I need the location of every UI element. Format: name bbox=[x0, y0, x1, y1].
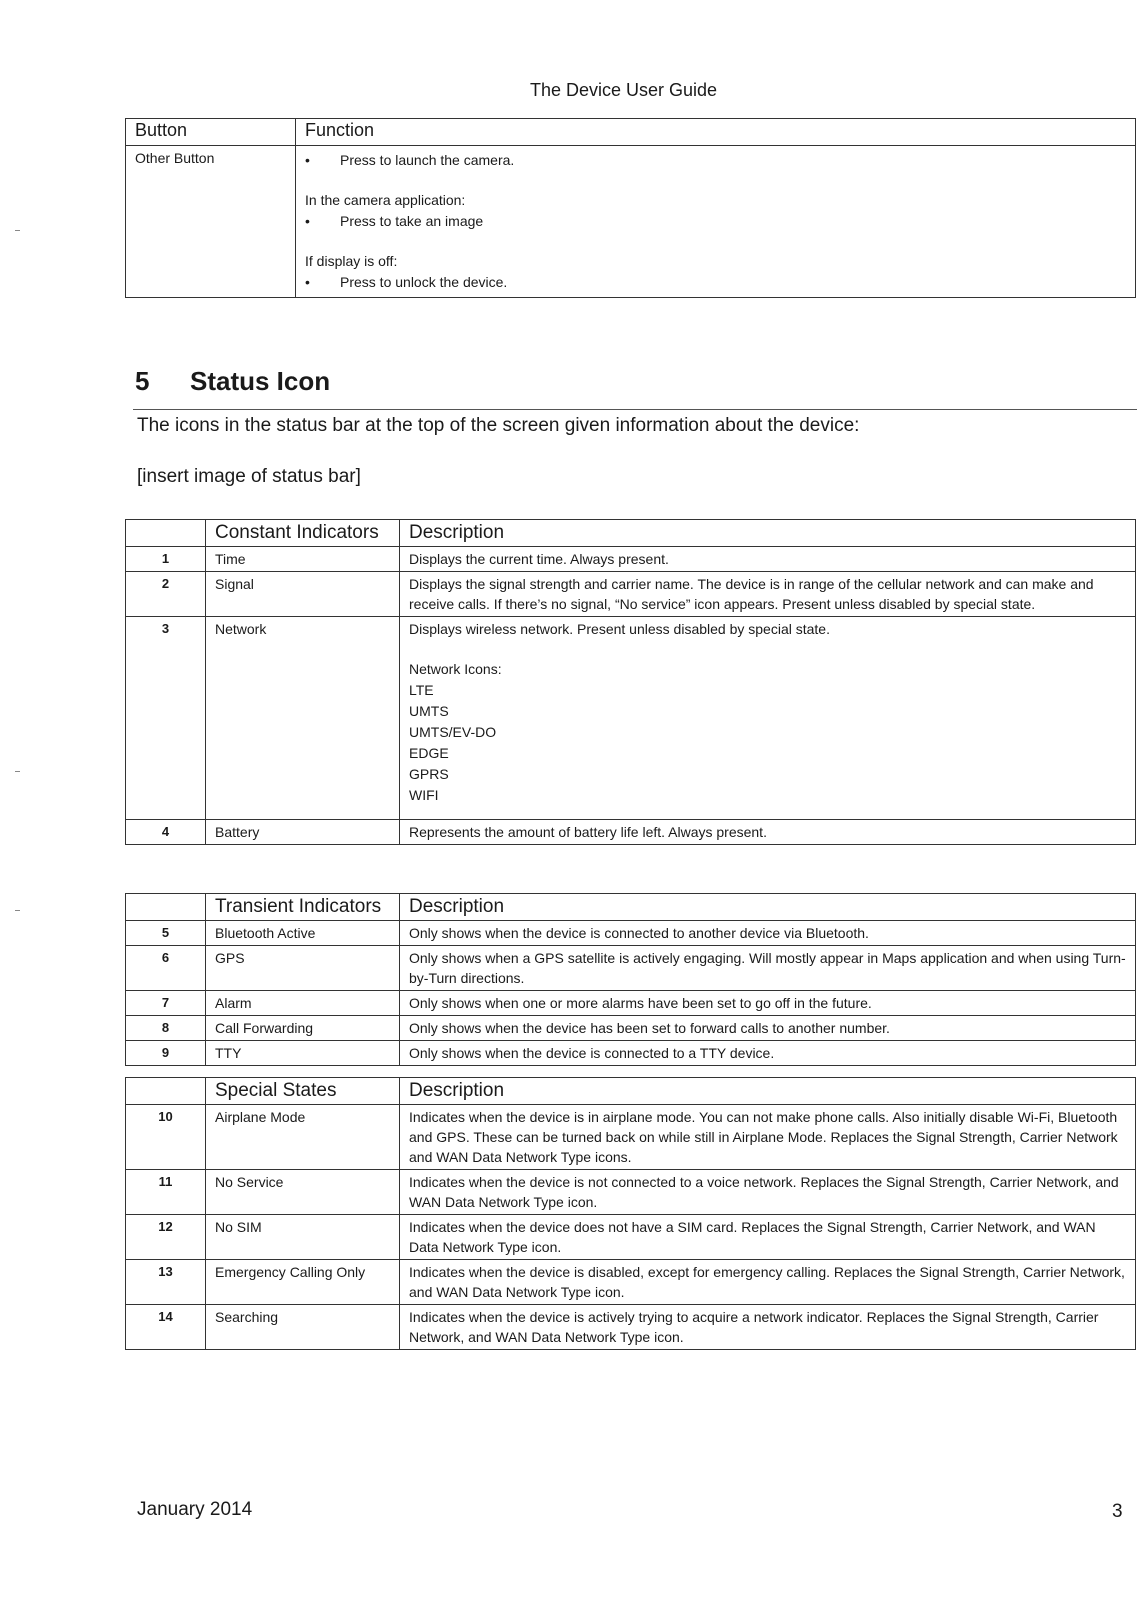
button-function-table bbox=[125, 118, 1136, 298]
state-description: Indicates when the device is actively trying to acquire a network indicator. Replaces the Signal Strength, Carrier Network, and WAN Data Network Type icon. bbox=[400, 1305, 1136, 1350]
table-row bbox=[126, 547, 1136, 572]
function-cell bbox=[296, 146, 1136, 298]
row-number: 2 bbox=[126, 572, 206, 617]
bullet-icon: • bbox=[305, 213, 310, 229]
network-icon-item: GPRS bbox=[409, 766, 449, 782]
row-number: 7 bbox=[126, 991, 206, 1016]
state-description: Indicates when the device is not connected to a voice network. Replaces the Signal Strength, Carrier Network, and WAN Data Network Type icon. bbox=[400, 1170, 1136, 1215]
indicator-description: Represents the amount of battery life left. Always present. bbox=[400, 820, 1136, 845]
table-row bbox=[126, 1170, 1136, 1215]
section-intro: The icons in the status bar at the top of the screen given information about the device: bbox=[137, 415, 860, 436]
section-heading bbox=[135, 366, 330, 397]
row-number: 11 bbox=[126, 1170, 206, 1215]
transient-indicators-table bbox=[125, 893, 1136, 1066]
indicator-name: GPS bbox=[206, 946, 400, 991]
state-name: No Service bbox=[206, 1170, 400, 1215]
row-number: 5 bbox=[126, 921, 206, 946]
table-row bbox=[126, 921, 1136, 946]
state-description: Indicates when the device is in airplane mode. You can not make phone calls. Also initially disable Wi-Fi, Bluetooth and GPS. These can be turned back on while still in Airplane Mode. Replaces the Signal Strength, Carrier Network and WAN Data Network Type icons. bbox=[400, 1105, 1136, 1170]
column-header-description: Description bbox=[400, 1078, 1136, 1105]
table-row bbox=[126, 146, 1136, 298]
network-icon-item: UMTS bbox=[409, 703, 449, 719]
network-icons-label: Network Icons: bbox=[409, 661, 502, 677]
column-header-description: Description bbox=[400, 894, 1136, 921]
column-header-description: Description bbox=[400, 520, 1136, 547]
image-placeholder-text: [insert image of status bar] bbox=[137, 466, 361, 487]
table-row bbox=[126, 572, 1136, 617]
table-row bbox=[126, 1016, 1136, 1041]
indicator-description: Displays the current time. Always present. bbox=[400, 547, 1136, 572]
indicator-name: Alarm bbox=[206, 991, 400, 1016]
row-number: 9 bbox=[126, 1041, 206, 1066]
state-description: Indicates when the device is disabled, except for emergency calling. Replaces the Signal Strength, Carrier Network, and WAN Data Network Type icon. bbox=[400, 1260, 1136, 1305]
state-description: Indicates when the device does not have a SIM card. Replaces the Signal Strength, Carrier Network, and WAN Data Network Type icon. bbox=[400, 1215, 1136, 1260]
indicator-description: Only shows when the device is connected to another device via Bluetooth. bbox=[400, 921, 1136, 946]
bullet-item bbox=[305, 211, 1126, 232]
table-row bbox=[126, 1041, 1136, 1066]
table-header-row bbox=[126, 119, 1136, 146]
row-number: 6 bbox=[126, 946, 206, 991]
row-number: 4 bbox=[126, 820, 206, 845]
table-header-row bbox=[126, 520, 1136, 547]
constant-indicators-table bbox=[125, 519, 1136, 845]
indicator-name: TTY bbox=[206, 1041, 400, 1066]
network-icon-item: LTE bbox=[409, 682, 434, 698]
table-row bbox=[126, 1215, 1136, 1260]
row-number: 10 bbox=[126, 1105, 206, 1170]
bullet-item bbox=[305, 272, 1126, 293]
indicator-description: Only shows when the device is connected to a TTY device. bbox=[400, 1041, 1136, 1066]
state-name: Emergency Calling Only bbox=[206, 1260, 400, 1305]
section-title: Status Icon bbox=[190, 366, 331, 396]
indicator-description: Only shows when a GPS satellite is actively engaging. Will mostly appear in Maps application and when using Turn-by-Turn directions. bbox=[400, 946, 1136, 991]
row-number: 1 bbox=[126, 547, 206, 572]
row-number: 14 bbox=[126, 1305, 206, 1350]
camera-intro-text: In the camera application: bbox=[305, 192, 466, 208]
row-number: 13 bbox=[126, 1260, 206, 1305]
bullet-icon: • bbox=[305, 152, 310, 168]
bullet-icon: • bbox=[305, 274, 310, 290]
table-header-row bbox=[126, 1078, 1136, 1105]
column-header-number bbox=[126, 894, 206, 921]
row-number: 3 bbox=[126, 617, 206, 820]
scan-mark bbox=[15, 230, 20, 231]
scan-mark bbox=[15, 771, 20, 772]
table-row bbox=[126, 991, 1136, 1016]
column-header-number bbox=[126, 520, 206, 547]
bullet-item bbox=[305, 150, 1126, 171]
table-row bbox=[126, 820, 1136, 845]
heading-divider bbox=[133, 409, 1137, 410]
table-header-row bbox=[126, 894, 1136, 921]
page-number: 3 bbox=[1112, 1501, 1123, 1522]
indicator-description: Only shows when one or more alarms have been set to go off in the future. bbox=[400, 991, 1136, 1016]
column-header-button: Button bbox=[126, 119, 296, 146]
state-name: Airplane Mode bbox=[206, 1105, 400, 1170]
column-header-name: Constant Indicators bbox=[206, 520, 400, 547]
table-row bbox=[126, 1305, 1136, 1350]
state-name: Searching bbox=[206, 1305, 400, 1350]
indicator-name: Battery bbox=[206, 820, 400, 845]
button-name-cell: Other Button bbox=[126, 146, 296, 298]
column-header-name: Transient Indicators bbox=[206, 894, 400, 921]
indicator-name: Time bbox=[206, 547, 400, 572]
footer-date: January 2014 bbox=[137, 1499, 253, 1520]
column-header-function: Function bbox=[296, 119, 1136, 146]
special-states-table bbox=[125, 1077, 1136, 1350]
network-icon-item: EDGE bbox=[409, 745, 449, 761]
scan-mark bbox=[15, 910, 20, 911]
row-number: 8 bbox=[126, 1016, 206, 1041]
column-header-number bbox=[126, 1078, 206, 1105]
network-icon-item: UMTS/EV-DO bbox=[409, 724, 497, 740]
indicator-name: Bluetooth Active bbox=[206, 921, 400, 946]
column-header-name: Special States bbox=[206, 1078, 400, 1105]
display-intro-text: If display is off: bbox=[305, 253, 398, 269]
page-header-title: The Device User Guide bbox=[529, 80, 718, 100]
state-name: No SIM bbox=[206, 1215, 400, 1260]
bullet-text: Press to unlock the device. bbox=[340, 274, 508, 290]
indicator-name: Network bbox=[206, 617, 400, 820]
indicator-description: Displays the signal strength and carrier name. The device is in range of the cellular network and can make and receive calls. If there’s no signal, “No service” icon appears. Present unless disabled by special state. bbox=[400, 572, 1136, 617]
bullet-text: Press to launch the camera. bbox=[340, 152, 515, 168]
indicator-name: Call Forwarding bbox=[206, 1016, 400, 1041]
network-icon-item: WIFI bbox=[409, 787, 439, 803]
table-row bbox=[126, 946, 1136, 991]
indicator-name: Signal bbox=[206, 572, 400, 617]
network-description-text: Displays wireless network. Present unless disabled by special state. bbox=[409, 621, 830, 637]
row-number: 12 bbox=[126, 1215, 206, 1260]
indicator-description: Only shows when the device has been set to forward calls to another number. bbox=[400, 1016, 1136, 1041]
table-row bbox=[126, 1260, 1136, 1305]
table-row bbox=[126, 1105, 1136, 1170]
table-row bbox=[126, 617, 1136, 820]
section-number: 5 bbox=[135, 366, 150, 396]
indicator-description bbox=[400, 617, 1136, 820]
bullet-text: Press to take an image bbox=[340, 213, 484, 229]
